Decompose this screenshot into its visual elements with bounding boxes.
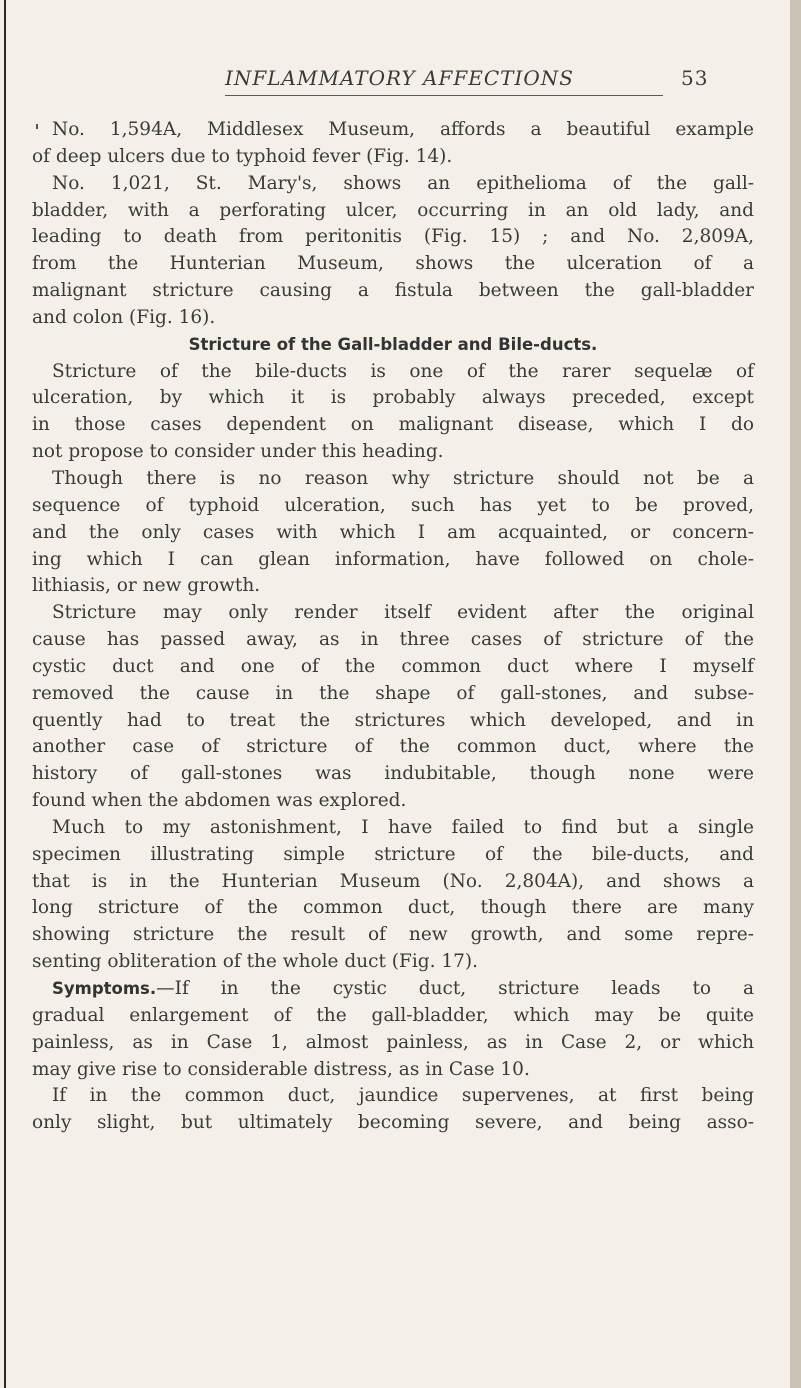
text-line: Stricture of the bile-ducts is one of the rarer sequelæ of <box>52 360 754 382</box>
running-header <box>225 66 709 96</box>
text-line: ulceration, by which it is probably always preceded, except <box>32 387 754 409</box>
text-line: specimen illustrating simple stricture of the bile-ducts, and <box>32 843 754 865</box>
text-line: showing stricture the result of new growth, and some repre- <box>32 924 754 946</box>
section-heading: Stricture of the Gall-bladder and Bile-ducts. <box>188 334 598 354</box>
text-line: painless, as in Case 1, almost painless, as in Case 2, or which <box>32 1031 754 1053</box>
text-line: found when the abdomen was explored. <box>32 790 407 812</box>
text-line: malignant stricture causing a fistula between the gall-bladder <box>32 280 754 302</box>
text-line: If in the common duct, jaundice supervenes, at first being <box>52 1085 754 1107</box>
text-line <box>32 976 754 1003</box>
text-line: sequence of typhoid ulceration, such has yet to be proved, <box>32 494 754 516</box>
text-line: and colon (Fig. 16). <box>32 306 216 328</box>
header-rule <box>225 95 663 96</box>
text-line: Much to my astonishment, I have failed to find but a single <box>52 816 754 838</box>
text-line-content: —If in the cystic duct, stricture leads to a <box>156 978 754 999</box>
text-line: leading to death from peritonitis (Fig. 15) ; and No. 2,809A, <box>32 226 754 248</box>
text-line: removed the cause in the shape of gall-stones, and subse- <box>32 682 754 704</box>
text-line: gradual enlargement of the gall-bladder, which may be quite <box>32 1004 754 1026</box>
text-line: and the only cases with which I am acquainted, or concern- <box>32 521 754 543</box>
text-line: bladder, with a perforating ulcer, occurring in an old lady, and <box>32 199 754 221</box>
body-text <box>32 117 754 1137</box>
text-line: in those cases dependent on malignant disease, which I do <box>32 414 754 436</box>
text-line: may give rise to considerable distress, as in Case 10. <box>32 1058 530 1080</box>
text-line: of deep ulcers due to typhoid fever (Fig. 14). <box>32 145 453 167</box>
text-line: history of gall-stones was indubitable, though none were <box>32 763 754 785</box>
binding-edge <box>4 0 6 1388</box>
text-line: senting obliteration of the whole duct (Fig. 17). <box>32 951 479 973</box>
text-line: ing which I can glean information, have followed on chole- <box>32 548 754 570</box>
text-line: Stricture may only render itself evident after the original <box>52 602 754 624</box>
text-line: another case of stricture of the common duct, where the <box>32 736 754 758</box>
text-line: not propose to consider under this heading. <box>32 441 444 463</box>
text-line: from the Hunterian Museum, shows the ulceration of a <box>32 253 754 275</box>
text-line: cause has passed away, as in three cases of stricture of the <box>32 629 754 651</box>
text-line: No. 1,594A, Middlesex Museum, affords a beautiful example <box>52 119 754 140</box>
run-in-heading: Symptoms. <box>52 979 157 998</box>
page-edge <box>790 0 801 1388</box>
text-line: No. 1,021, St. Mary's, shows an epithelioma of the gall- <box>52 172 754 194</box>
text-line: cystic duct and one of the common duct where I myself <box>32 655 754 677</box>
text-line: only slight, but ultimately becoming severe, and being asso- <box>32 1112 754 1134</box>
text-line: long stricture of the common duct, though there are many <box>32 897 754 919</box>
page-number: 53 <box>681 66 709 90</box>
text-line: quently had to treat the strictures which developed, and in <box>32 709 754 731</box>
running-title: INFLAMMATORY AFFECTIONS <box>225 66 574 90</box>
text-line: Though there is no reason why stricture should not be a <box>52 467 754 489</box>
text-line: lithiasis, or new growth. <box>32 575 261 597</box>
text-line: that is in the Hunterian Museum (No. 2,804A), and shows a <box>32 870 754 892</box>
